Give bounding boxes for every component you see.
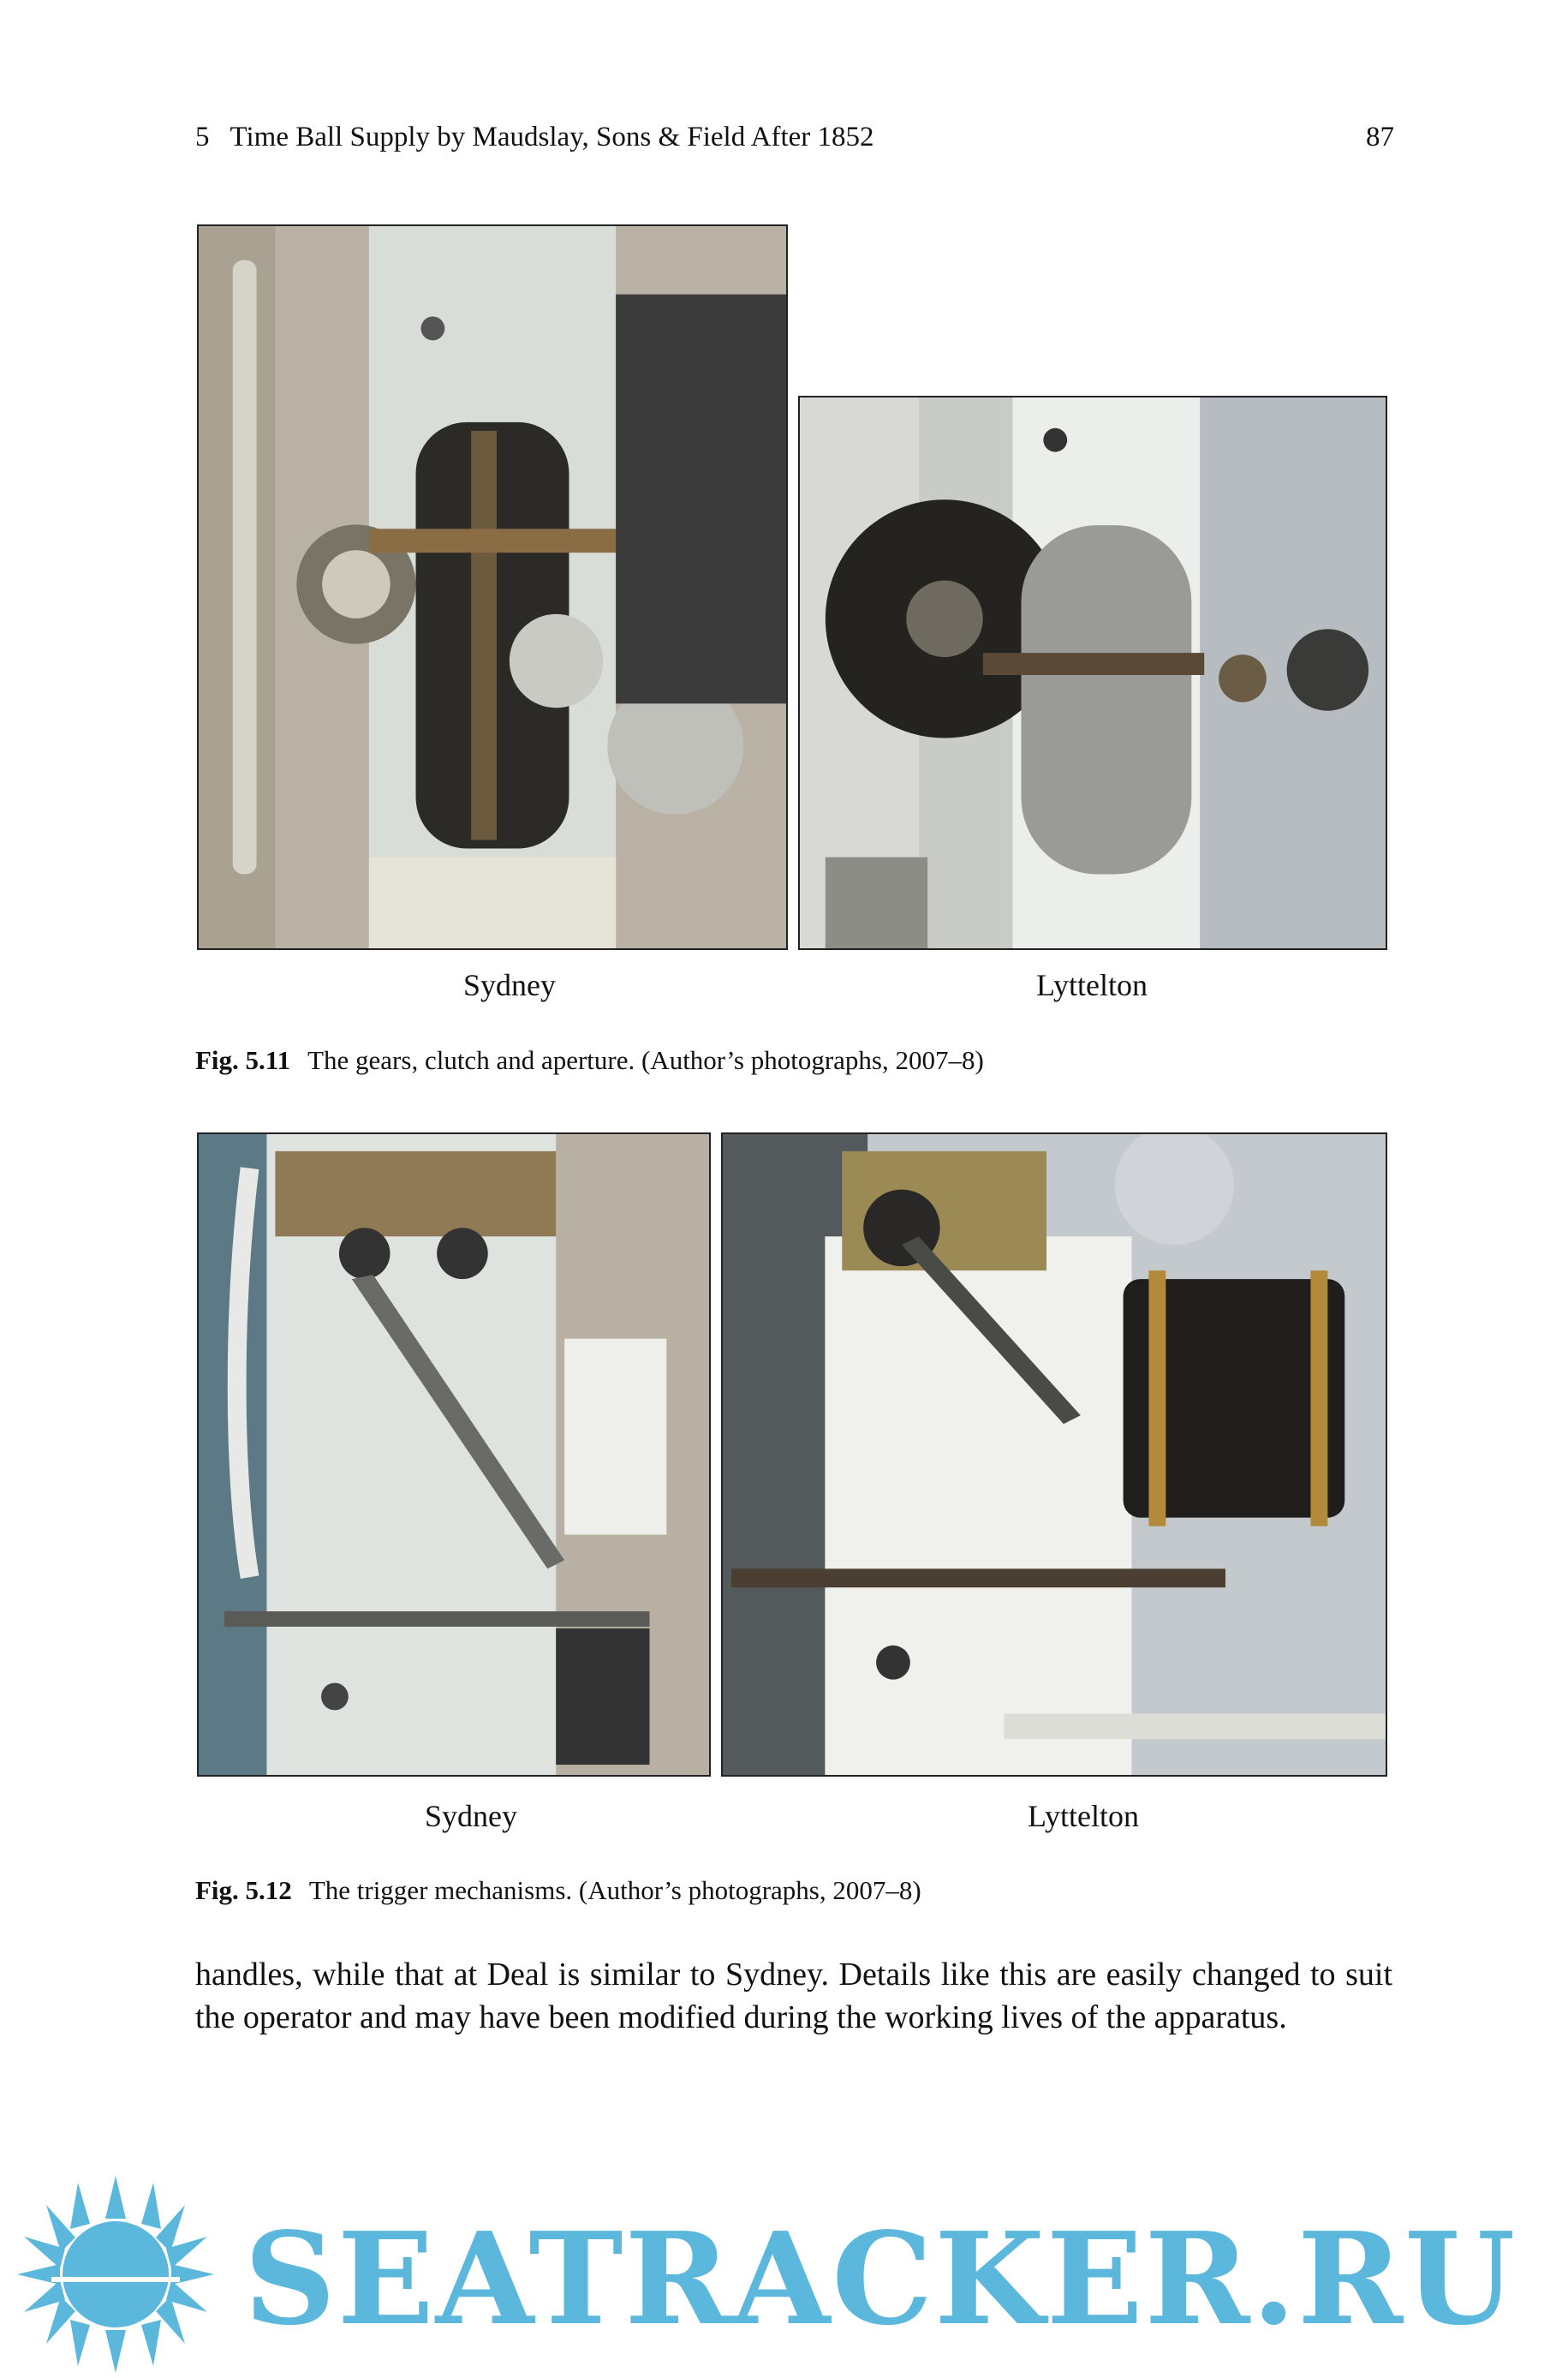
watermark-text: SEATRACKER.RU [244, 2204, 1517, 2353]
fig-5-11-right-label: Lyttelton [1036, 968, 1148, 1002]
fig-5-11-caption [195, 1043, 984, 1078]
fig-5-11-left-label: Sydney [463, 968, 556, 1002]
fig-5-12-caption [195, 1873, 921, 1908]
fig-5-11-lyttelton-photo [798, 396, 1387, 950]
fig-5-12-lyttelton-photo [721, 1132, 1387, 1777]
page-number: 87 [1366, 122, 1394, 152]
running-head [195, 120, 1394, 154]
body-paragraph: handles, while that at Deal is similar to Sydney. Details like this are easily changed to suit the operator and may have been modified during the working lives of the apparatus. [195, 1957, 1392, 2035]
fig-5-11-sydney-photo [197, 224, 788, 950]
fig-5-12-caption-text: The trigger mechanisms. (Author’s photographs, 2007–8) [308, 1875, 921, 1905]
fig-5-12-right-label: Lyttelton [1028, 1799, 1139, 1833]
fig-5-11-caption-number: Fig. 5.11 [195, 1045, 291, 1075]
fig-5-12-caption-number: Fig. 5.12 [195, 1875, 292, 1905]
fig-5-12-sydney-photo [197, 1132, 711, 1777]
fig-5-12-left-label: Sydney [425, 1799, 517, 1833]
chapter-title: Time Ball Supply by Maudslay, Sons & Field After 1852 [230, 122, 874, 152]
chapter-number: 5 [195, 122, 210, 152]
fig-5-11-caption-text: The gears, clutch and aperture. (Author’s photographs, 2007–8) [307, 1045, 984, 1075]
